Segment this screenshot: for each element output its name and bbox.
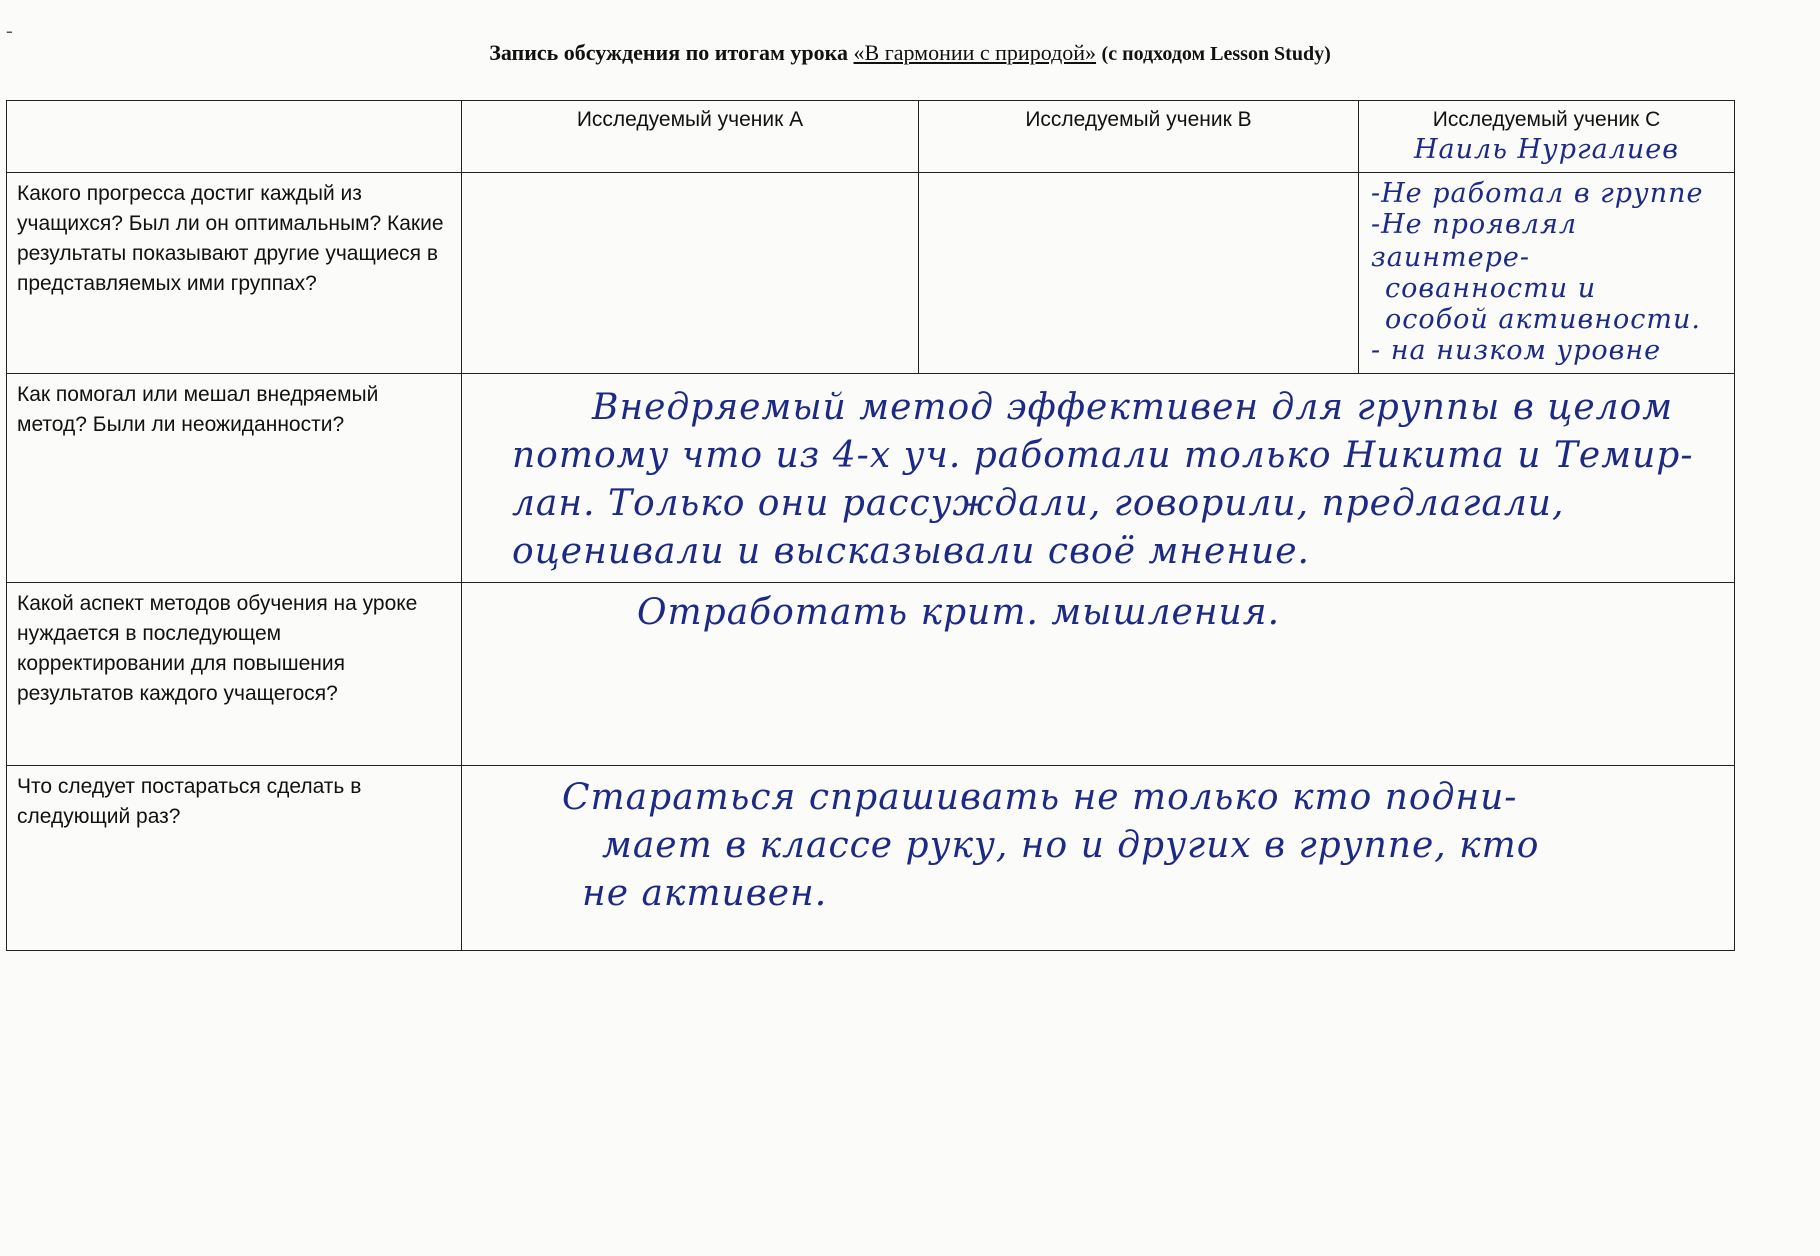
next-time-answer-cell	[462, 766, 1735, 951]
header-empty-cell	[7, 101, 462, 173]
table-row	[7, 583, 1735, 766]
handwritten-line: не активен.	[582, 873, 828, 914]
handwritten-line: лан. Только они рассуждали, говорили, предлагали,	[512, 483, 1565, 524]
handwritten-line: Внедряемый метод эффективен для группы в целом	[592, 387, 1674, 428]
header-student-c	[1359, 101, 1735, 173]
correction-answer-cell	[462, 583, 1735, 766]
title-prefix: Запись обсуждения по итогам урока	[489, 40, 849, 65]
handwritten-line: потому что из 4-х уч. работали только Никита и Темир-	[512, 435, 1694, 476]
header-student-a: Исследуемый ученик А	[462, 101, 919, 173]
table-row	[7, 374, 1735, 583]
question-next-time: Что следует постараться сделать в следующий раз?	[7, 766, 462, 951]
student-a-progress-cell	[462, 173, 919, 374]
student-c-note-line: -Не проявлял заинтере-	[1371, 209, 1578, 273]
student-c-note-line: - на низком уровне	[1371, 335, 1662, 366]
header-student-c-label: Исследуемый ученик С	[1432, 108, 1661, 131]
header-student-b: Исследуемый ученик В	[919, 101, 1359, 173]
student-b-progress-cell	[919, 173, 1359, 374]
student-c-note-line: особой активности.	[1385, 304, 1702, 335]
corner-mark: -	[6, 20, 13, 42]
title-approach: (с подходом Lesson Study)	[1101, 43, 1331, 65]
lesson-topic: «В гармонии с природой»	[853, 40, 1097, 65]
question-method: Как помогал или мешал внедряемый метод? Были ли неожиданности?	[7, 374, 462, 583]
table-header-row	[7, 101, 1735, 173]
table-row	[7, 766, 1735, 951]
discussion-table	[6, 100, 1735, 951]
student-c-progress-cell	[1359, 173, 1735, 374]
handwritten-line: Отработать крит. мышления.	[637, 592, 1281, 633]
handwritten-line: мает в классе руку, но и других в группе, кто	[602, 825, 1540, 866]
student-c-name: Наиль Нургалиев	[1413, 134, 1679, 165]
student-c-note-line: сованности и	[1385, 273, 1597, 304]
table-row	[7, 173, 1735, 374]
question-progress: Какого прогресса достиг каждый из учащихся? Был ли он оптимальным? Какие результаты показывают другие учащиеся в представляемых ими группах?	[7, 173, 462, 374]
page-title	[0, 40, 1820, 66]
method-answer-cell	[462, 374, 1735, 583]
student-c-note-line: -Не работал в группе	[1371, 178, 1704, 209]
handwritten-line: Стараться спрашивать не только кто подни-	[562, 777, 1518, 818]
question-correction: Какой аспект методов обучения на уроке нуждается в последующем корректировании для повышения результатов каждого учащегося?	[7, 583, 462, 766]
handwritten-line: оценивали и высказывали своё мнение.	[512, 531, 1310, 572]
